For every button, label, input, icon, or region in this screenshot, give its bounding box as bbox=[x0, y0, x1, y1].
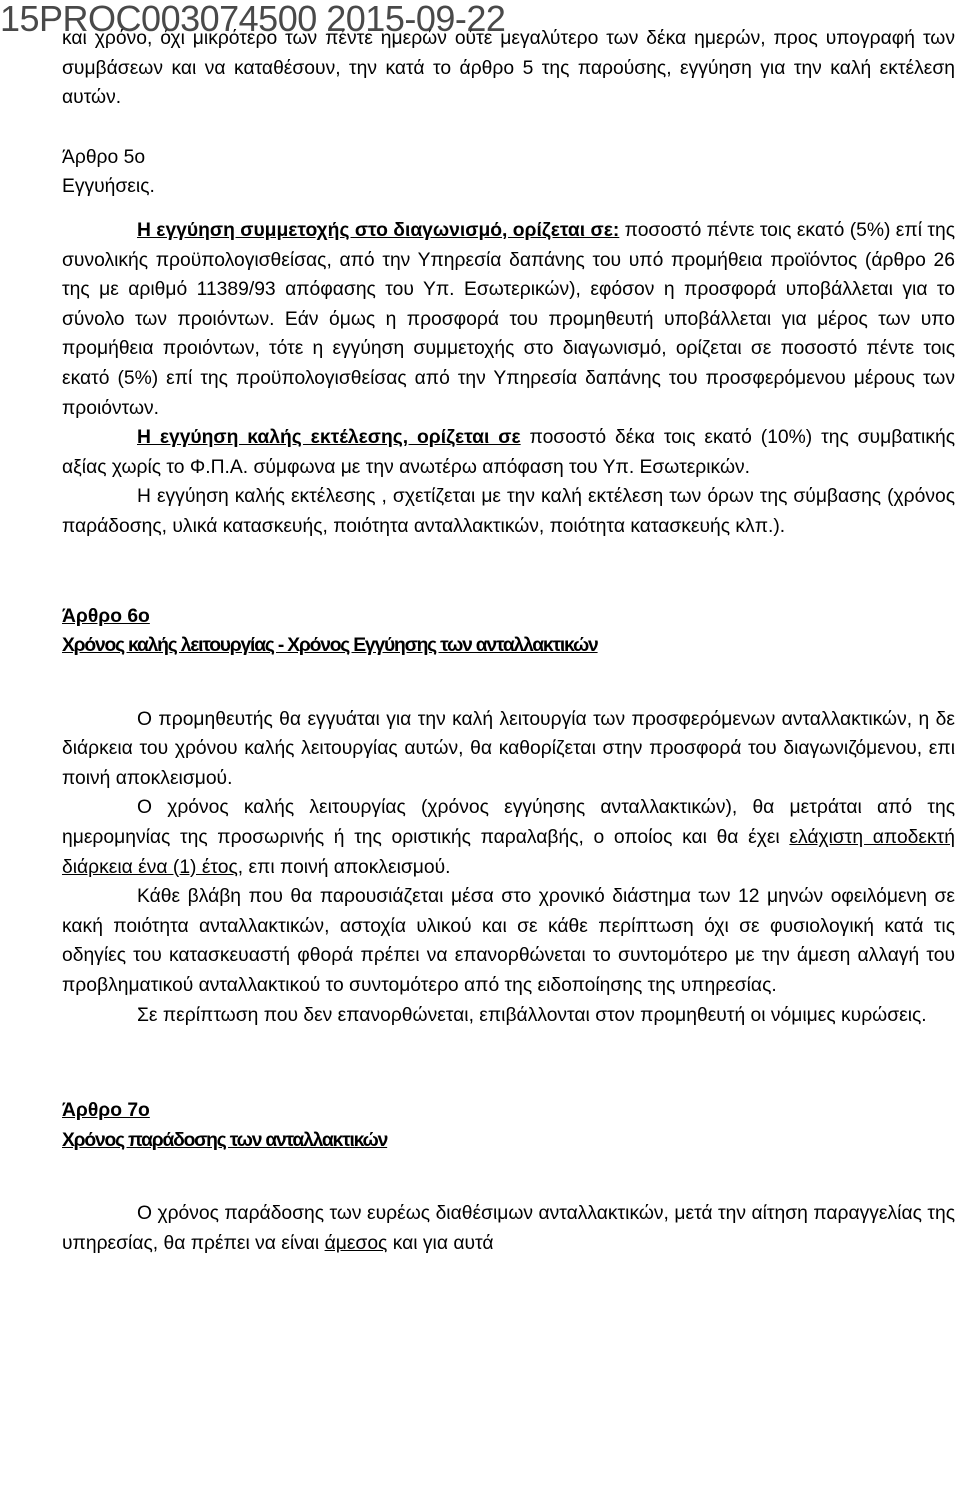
article-6-p2-text: Ο χρόνος καλής λειτουργίας (χρόνος εγγύησης ανταλλακτικών), θα μετράται από της ημερομηνίας της προσωρινής ή της οριστικής παραλαβής, ο οποίος και θα έχει bbox=[62, 797, 955, 849]
article-5-title: Εγγυήσεις. bbox=[62, 176, 155, 198]
article-5-performance-scope: Η εγγύηση καλής εκτέλεσης , σχετίζεται με την καλή εκτέλεση των όρων της σύμβασης (χρόνος παράδοσης, υλικά κατασκευής, ποιότητα ανταλλακτικών, ποιότητα κατασκευής κλπ.). bbox=[62, 486, 955, 537]
article-6-paragraph-4: Σε περίπτωση που δεν επανορθώνεται, επιβάλλονται στον προμηθευτή οι νόμιμες κυρώσεις. bbox=[137, 1004, 927, 1026]
spacer bbox=[62, 1155, 955, 1199]
article-6-heading: Άρθρο 6ο bbox=[62, 605, 150, 627]
article-5-participation-guarantee bbox=[62, 216, 955, 423]
article-7-heading: Άρθρο 7ο bbox=[62, 1100, 150, 1122]
article-6-paragraph-2 bbox=[62, 793, 955, 882]
document-page bbox=[62, 24, 955, 1259]
intro-paragraph: και χρόνο, όχι μικρότερο των πέντε ημερών ούτε μεγαλύτερο των δέκα ημερών, προς υπογραφή των συμβάσεων και να καταθέσουν, την κατά το άρθρο 5 της παρούσης, εγγύηση για την καλή εκτέλεση αυτών. bbox=[62, 28, 955, 109]
document-watermark: 15PROC003074500 2015-09-22 bbox=[0, 0, 506, 39]
article-7-paragraph-1 bbox=[62, 1199, 955, 1258]
spacer bbox=[62, 542, 955, 602]
article-7-p1-text: Ο χρόνος παράδοσης των ευρέως διαθέσιμων ανταλλακτικών, μετά την αίτηση παραγγελίας της υπηρεσίας, θα πρέπει να είναι bbox=[62, 1203, 955, 1254]
spacer bbox=[62, 113, 955, 143]
article-6 bbox=[62, 602, 955, 1031]
article-5-heading: Άρθρο 5ο bbox=[62, 146, 146, 168]
participation-guarantee-lead: Η εγγύηση συμμετοχής στο διαγωνισμό, ορίζεται σε: bbox=[137, 219, 620, 241]
performance-guarantee-lead: Η εγγύηση καλής εκτέλεσης, ορίζεται σε bbox=[137, 427, 521, 449]
article-6-paragraph-1: Ο προμηθευτής θα εγγυάται για την καλή λειτουργία των προσφερόμενων ανταλλακτικών, η δε διάρκεια του χρόνου καλής λειτουργίας αυτών, θα καθορίζεται στην προσφορά του διαγωνιζόμενου, επι ποινή αποκλεισμού. bbox=[62, 708, 955, 789]
minimum-duration-text: ελάχιστη αποδεκτή διάρκεια ένα (1) έτος bbox=[62, 827, 955, 878]
article-6-p2-end: , επι ποινή αποκλεισμού. bbox=[237, 856, 451, 878]
participation-guarantee-text: ποσοστό πέντε τοις εκατό (5%) επί της συνολικής προϋπολογισθείσας, από την Υπηρεσία δαπάνης του υπό προμήθεια προϊόντος (άρθρο 26 της με αριθμό 11389/93 απόφασης του Υπ. Εσωτερικών), εφόσον η προσφορά υποβάλλεται για το σύνολο των προιόντων. Εάν όμως η προσφορά του προμηθευτή υποβάλλεται για μέρος των υπο προμήθεια προιόντων, τότε η εγγύηση συμμετοχής στο διαγωνισμό, ορίζεται σε ποσοστό πέντε τοις εκατό (5%) επί της προϋπολογισθείσας από την Υπηρεσία δαπάνης του προσφερόμενου μέρους των προιόντων. bbox=[62, 219, 956, 419]
article-6-paragraph-3: Κάθε βλάβη που θα παρουσιάζεται μέσα στο χρονικό διάστημα των 12 μηνών οφειλόμενη σε κακή ποιότητα ανταλλακτικών, αστοχία υλικού και σε κάθε περίπτωση όχι σε φυσιολογική κατά τις οδηγίες του κατασκευαστή φθορά πρέπει να επανορθώνεται το συντομότερο με την άμεση αλλαγή του προβληματικού ανταλλακτικού το συντομότερο από της ειδοποίησης της υπηρεσίας. bbox=[62, 886, 955, 997]
article-7 bbox=[62, 1096, 955, 1258]
spacer bbox=[62, 202, 955, 216]
performance-guarantee-text: ποσοστό δέκα τοις εκατό (10%) της συμβατικής αξίας χωρίς το Φ.Π.Α. σύμφωνα με την ανωτέρω απόφαση του Υπ. Εσωτερικών. bbox=[62, 427, 955, 478]
spacer bbox=[62, 661, 955, 705]
article-6-title: Χρόνος καλής λειτουργίας - Χρόνος Εγγύησης των ανταλλακτικών bbox=[62, 635, 598, 657]
article-7-p1-end: και για αυτά bbox=[387, 1233, 494, 1254]
article-5 bbox=[62, 143, 955, 542]
article-7-title: Χρόνος παράδοσης των ανταλλακτικών bbox=[62, 1129, 388, 1151]
article-5-performance-guarantee bbox=[62, 423, 955, 482]
spacer bbox=[62, 1030, 955, 1096]
immediate-text: άμεσος bbox=[324, 1233, 388, 1254]
